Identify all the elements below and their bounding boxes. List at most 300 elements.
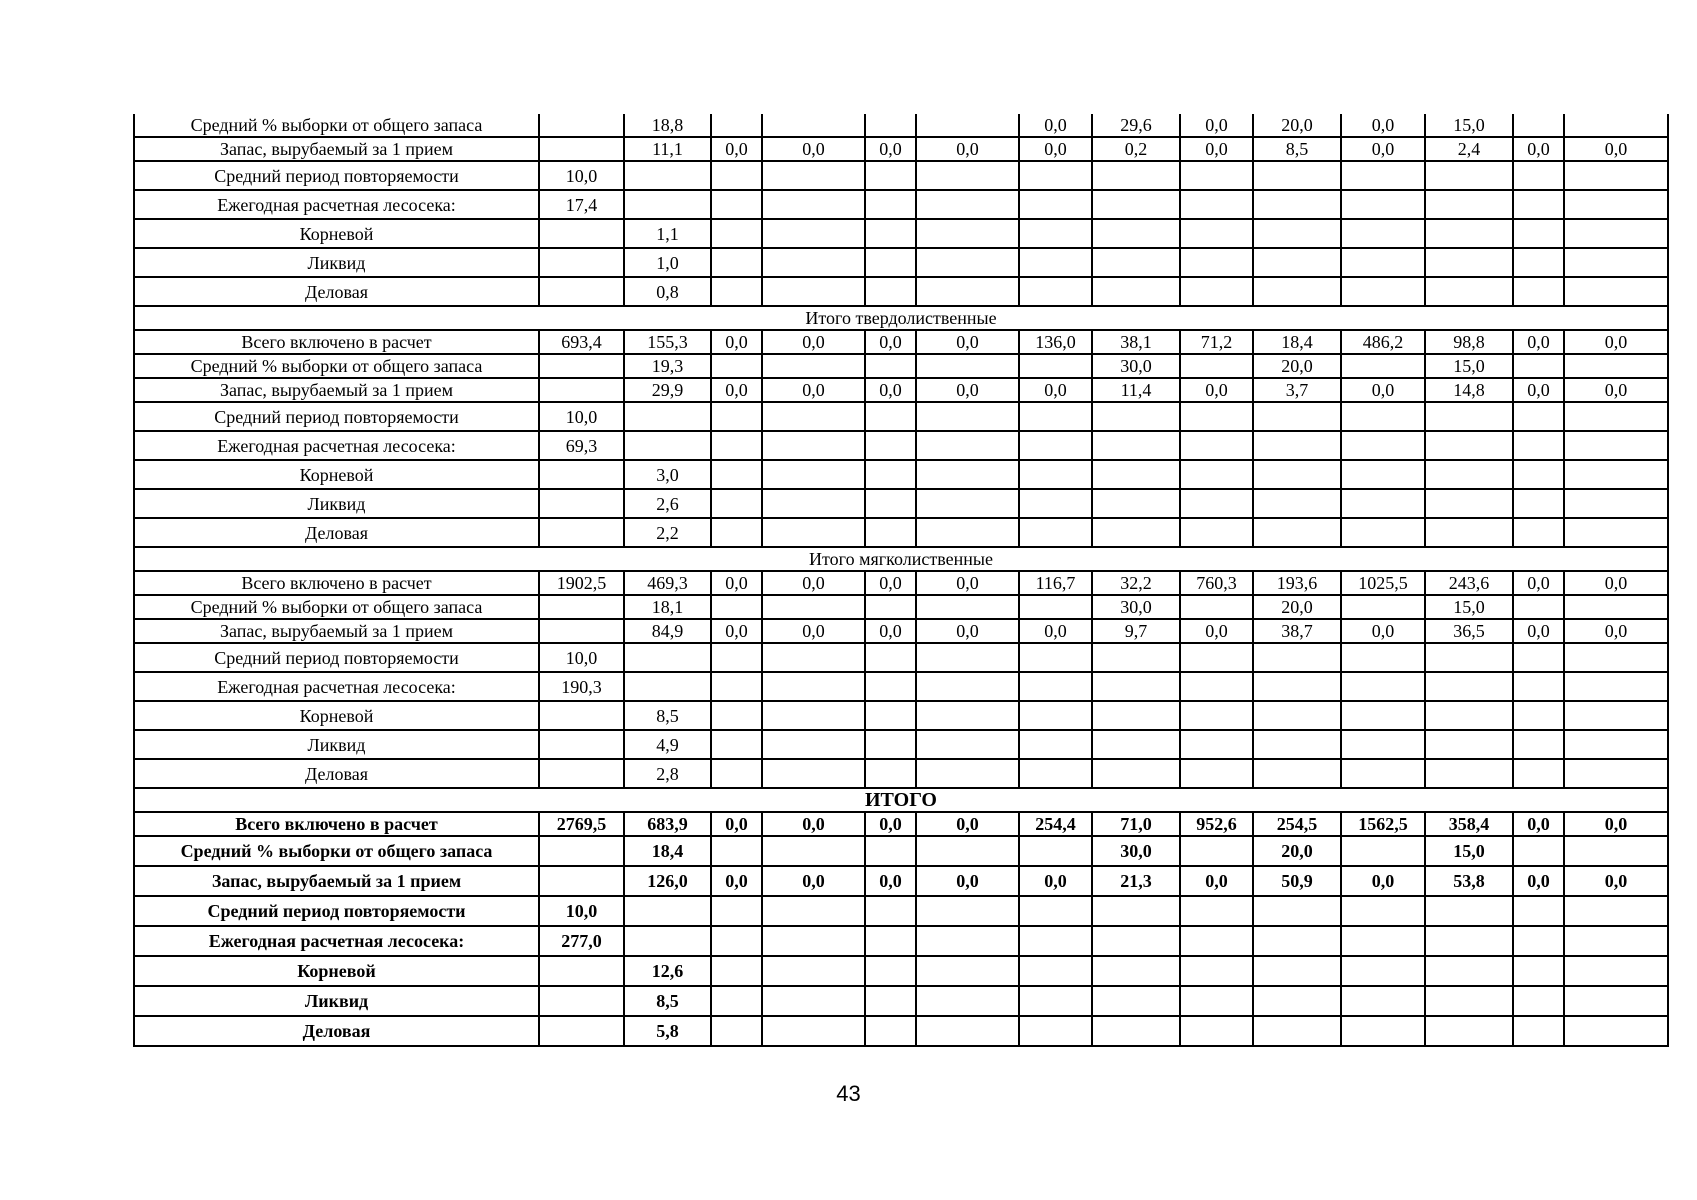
table-cell	[711, 190, 762, 219]
table-cell	[711, 730, 762, 759]
table-cell: 0,0	[1341, 378, 1425, 402]
table-cell: 53,8	[1425, 866, 1513, 896]
table-cell: 254,4	[1019, 812, 1092, 836]
table-cell	[916, 595, 1019, 619]
table-cell	[916, 730, 1019, 759]
table-cell	[865, 759, 916, 788]
table-cell: 0,0	[1564, 137, 1668, 161]
table-row	[134, 956, 1668, 986]
table-cell	[762, 672, 865, 701]
table-cell	[1092, 643, 1180, 672]
table-cell	[711, 161, 762, 190]
table-cell	[1253, 926, 1341, 956]
table-cell	[539, 137, 624, 161]
table-cell	[916, 114, 1019, 137]
table-cell: 20,0	[1253, 114, 1341, 137]
table-cell	[762, 114, 865, 137]
table-cell: 2,2	[624, 518, 711, 547]
table-cell	[865, 402, 916, 431]
table-cell	[1425, 489, 1513, 518]
table-cell	[1513, 277, 1564, 306]
section-title: Итого мягколиственные	[134, 547, 1668, 571]
table-cell: 15,0	[1425, 114, 1513, 137]
table-cell: 0,0	[1564, 378, 1668, 402]
table-cell	[1425, 402, 1513, 431]
table-cell	[1564, 643, 1668, 672]
table-cell	[762, 1016, 865, 1046]
table-cell	[539, 701, 624, 730]
table-cell	[1341, 672, 1425, 701]
table-cell	[916, 219, 1019, 248]
table-cell	[1253, 460, 1341, 489]
table-cell: 1902,5	[539, 571, 624, 595]
table-cell: 15,0	[1425, 595, 1513, 619]
table-cell: 21,3	[1092, 866, 1180, 896]
table-cell	[1180, 248, 1253, 277]
table-cell	[539, 489, 624, 518]
table-cell	[1092, 956, 1180, 986]
table-cell: 2,6	[624, 489, 711, 518]
table-cell: 0,0	[711, 812, 762, 836]
table-cell	[1564, 926, 1668, 956]
table-cell	[1513, 896, 1564, 926]
table-cell	[1564, 956, 1668, 986]
table-cell: 190,3	[539, 672, 624, 701]
table-cell: 0,0	[711, 866, 762, 896]
table-row	[134, 672, 1668, 701]
table-row	[134, 489, 1668, 518]
table-cell	[762, 248, 865, 277]
table-cell	[1180, 489, 1253, 518]
table-row	[134, 431, 1668, 460]
table-cell	[916, 926, 1019, 956]
section-header-row	[134, 788, 1668, 812]
table-cell: 10,0	[539, 643, 624, 672]
table-cell	[1513, 986, 1564, 1016]
table-cell	[1513, 730, 1564, 759]
row-label: Корневой	[134, 956, 539, 986]
table-cell	[539, 986, 624, 1016]
table-cell	[1180, 190, 1253, 219]
table-cell: 952,6	[1180, 812, 1253, 836]
table-cell	[1513, 219, 1564, 248]
table-cell	[762, 986, 865, 1016]
table-cell: 10,0	[539, 896, 624, 926]
table-cell	[1019, 896, 1092, 926]
table-cell	[1180, 354, 1253, 378]
table-cell: 0,0	[711, 330, 762, 354]
table-cell	[1513, 759, 1564, 788]
table-cell: 0,0	[1513, 137, 1564, 161]
table-cell	[916, 460, 1019, 489]
table-cell: 30,0	[1092, 354, 1180, 378]
table-cell	[1092, 219, 1180, 248]
table-cell	[539, 248, 624, 277]
table-cell	[711, 643, 762, 672]
table-row	[134, 986, 1668, 1016]
table-cell	[1253, 190, 1341, 219]
table-cell: 4,9	[624, 730, 711, 759]
table-cell	[624, 643, 711, 672]
table-cell	[539, 595, 624, 619]
table-cell	[1180, 518, 1253, 547]
table-cell	[865, 354, 916, 378]
table-cell: 254,5	[1253, 812, 1341, 836]
table-cell	[865, 956, 916, 986]
table-cell	[1425, 219, 1513, 248]
table-cell: 1562,5	[1341, 812, 1425, 836]
table-cell	[539, 277, 624, 306]
table-row	[134, 137, 1668, 161]
table-cell	[1564, 986, 1668, 1016]
table-cell: 20,0	[1253, 354, 1341, 378]
page-number: 43	[836, 1081, 861, 1106]
table-row	[134, 161, 1668, 190]
table-cell	[1019, 956, 1092, 986]
table-cell: 0,0	[1513, 812, 1564, 836]
table-cell: 71,0	[1092, 812, 1180, 836]
table-cell	[865, 836, 916, 866]
table-cell	[762, 896, 865, 926]
table-cell	[1564, 730, 1668, 759]
table-cell	[1425, 190, 1513, 219]
table-cell	[1564, 836, 1668, 866]
table-row	[134, 190, 1668, 219]
table-cell	[1253, 956, 1341, 986]
table-cell	[1019, 431, 1092, 460]
row-label: Средний % выборки от общего запаса	[134, 836, 539, 866]
table-cell	[1564, 248, 1668, 277]
table-cell	[1253, 489, 1341, 518]
table-cell	[1425, 672, 1513, 701]
table-cell	[1341, 926, 1425, 956]
table-cell	[865, 643, 916, 672]
table-row	[134, 330, 1668, 354]
table-cell: 155,3	[624, 330, 711, 354]
table-cell	[1019, 1016, 1092, 1046]
table-cell	[916, 248, 1019, 277]
table-cell	[1513, 489, 1564, 518]
table-cell	[711, 354, 762, 378]
table-cell	[916, 161, 1019, 190]
table-cell: 1,1	[624, 219, 711, 248]
row-label: Деловая	[134, 759, 539, 788]
table-cell: 18,1	[624, 595, 711, 619]
table-cell: 38,7	[1253, 619, 1341, 643]
table-cell	[1341, 836, 1425, 866]
table-row	[134, 595, 1668, 619]
table-cell	[1180, 701, 1253, 730]
row-label: Запас, вырубаемый за 1 прием	[134, 137, 539, 161]
section-title: ИТОГО	[134, 788, 1668, 812]
table-cell	[711, 114, 762, 137]
table-row	[134, 248, 1668, 277]
row-label: Всего включено в расчет	[134, 812, 539, 836]
table-cell: 0,0	[865, 571, 916, 595]
row-label: Деловая	[134, 277, 539, 306]
table-cell	[1180, 277, 1253, 306]
table-cell	[1019, 248, 1092, 277]
table-cell	[539, 956, 624, 986]
table-cell	[1341, 518, 1425, 547]
table-cell	[1019, 354, 1092, 378]
table-cell	[1513, 595, 1564, 619]
table-cell	[1513, 701, 1564, 730]
table-cell	[1019, 759, 1092, 788]
table-cell	[865, 460, 916, 489]
table-cell: 0,0	[1180, 137, 1253, 161]
table-cell: 0,0	[1019, 866, 1092, 896]
table-cell	[1092, 489, 1180, 518]
table-cell	[1425, 986, 1513, 1016]
table-cell	[762, 956, 865, 986]
table-cell: 84,9	[624, 619, 711, 643]
table-cell	[711, 595, 762, 619]
table-cell	[1564, 460, 1668, 489]
table-row	[134, 812, 1668, 836]
table-cell: 0,0	[916, 619, 1019, 643]
table-cell	[1513, 672, 1564, 701]
table-cell	[1341, 701, 1425, 730]
table-cell	[539, 1016, 624, 1046]
table-cell	[1513, 460, 1564, 489]
table-cell	[1180, 730, 1253, 759]
table-cell	[762, 701, 865, 730]
table-cell	[1425, 277, 1513, 306]
forest-table-sheet	[133, 114, 1667, 1047]
table-cell	[624, 431, 711, 460]
table-cell	[711, 219, 762, 248]
table-row	[134, 759, 1668, 788]
table-row	[134, 701, 1668, 730]
table-cell: 0,0	[762, 812, 865, 836]
table-cell	[711, 926, 762, 956]
section-header-row	[134, 547, 1668, 571]
table-cell: 9,7	[1092, 619, 1180, 643]
table-row	[134, 926, 1668, 956]
table-cell	[711, 402, 762, 431]
table-cell: 0,0	[1019, 378, 1092, 402]
table-cell	[1180, 460, 1253, 489]
table-cell	[1019, 701, 1092, 730]
table-cell	[865, 1016, 916, 1046]
table-cell: 0,0	[762, 378, 865, 402]
table-row	[134, 114, 1668, 137]
table-cell	[624, 926, 711, 956]
table-cell	[1180, 431, 1253, 460]
table-cell	[916, 643, 1019, 672]
table-cell	[916, 956, 1019, 986]
table-cell: 126,0	[624, 866, 711, 896]
table-cell	[1564, 219, 1668, 248]
table-cell	[1564, 489, 1668, 518]
table-cell: 0,0	[1341, 137, 1425, 161]
table-cell: 0,0	[762, 137, 865, 161]
row-label: Средний % выборки от общего запаса	[134, 354, 539, 378]
row-label: Всего включено в расчет	[134, 330, 539, 354]
table-cell	[762, 836, 865, 866]
table-cell	[1341, 730, 1425, 759]
table-cell: 12,6	[624, 956, 711, 986]
table-cell	[916, 986, 1019, 1016]
table-cell	[1425, 161, 1513, 190]
table-cell: 0,0	[711, 137, 762, 161]
table-cell: 0,0	[916, 571, 1019, 595]
table-cell	[916, 190, 1019, 219]
table-cell	[1092, 759, 1180, 788]
table-cell	[1253, 248, 1341, 277]
table-cell: 15,0	[1425, 354, 1513, 378]
table-cell	[1092, 986, 1180, 1016]
table-cell	[1564, 277, 1668, 306]
table-cell: 0,0	[1341, 866, 1425, 896]
table-cell: 0,0	[1019, 137, 1092, 161]
table-row	[134, 866, 1668, 896]
table-cell: 0,0	[1513, 571, 1564, 595]
table-cell	[916, 518, 1019, 547]
table-cell	[1513, 643, 1564, 672]
row-label: Деловая	[134, 518, 539, 547]
row-label: Ликвид	[134, 489, 539, 518]
row-label: Деловая	[134, 1016, 539, 1046]
table-cell: 29,9	[624, 378, 711, 402]
table-cell	[1180, 219, 1253, 248]
table-cell	[865, 701, 916, 730]
row-label: Корневой	[134, 460, 539, 489]
table-cell	[1425, 643, 1513, 672]
table-cell	[1341, 431, 1425, 460]
table-cell	[1564, 1016, 1668, 1046]
table-cell	[865, 161, 916, 190]
table-cell: 2,8	[624, 759, 711, 788]
table-cell	[762, 431, 865, 460]
row-label: Ликвид	[134, 248, 539, 277]
table-cell: 0,0	[1180, 619, 1253, 643]
row-label: Средний период повторяемости	[134, 402, 539, 431]
table-cell: 0,0	[865, 812, 916, 836]
table-cell	[1092, 277, 1180, 306]
table-cell	[865, 896, 916, 926]
table-cell	[1513, 926, 1564, 956]
table-cell: 19,3	[624, 354, 711, 378]
table-row	[134, 571, 1668, 595]
table-cell: 11,4	[1092, 378, 1180, 402]
table-cell	[1513, 354, 1564, 378]
table-cell: 0,0	[916, 378, 1019, 402]
table-cell	[865, 248, 916, 277]
table-cell	[865, 926, 916, 956]
table-cell: 2769,5	[539, 812, 624, 836]
table-cell	[762, 402, 865, 431]
section-header-row	[134, 306, 1668, 330]
table-cell	[1019, 730, 1092, 759]
table-cell	[1019, 595, 1092, 619]
table-cell: 0,0	[1341, 619, 1425, 643]
row-label: Ликвид	[134, 730, 539, 759]
table-cell	[1253, 759, 1341, 788]
table-cell: 0,0	[1564, 866, 1668, 896]
table-row	[134, 643, 1668, 672]
table-cell: 469,3	[624, 571, 711, 595]
table-cell: 0,8	[624, 277, 711, 306]
table-cell	[539, 619, 624, 643]
table-cell	[1513, 1016, 1564, 1046]
table-cell	[916, 402, 1019, 431]
table-cell	[711, 248, 762, 277]
table-cell	[1513, 956, 1564, 986]
table-cell	[1425, 1016, 1513, 1046]
table-cell	[1341, 248, 1425, 277]
table-cell: 0,0	[1341, 114, 1425, 137]
table-cell	[1513, 190, 1564, 219]
table-cell	[711, 277, 762, 306]
table-row	[134, 219, 1668, 248]
felling-calculation-table	[133, 114, 1669, 1047]
table-cell: 0,0	[865, 137, 916, 161]
table-cell	[711, 672, 762, 701]
table-cell	[1564, 896, 1668, 926]
table-cell	[711, 986, 762, 1016]
table-cell: 0,0	[711, 619, 762, 643]
table-cell	[539, 460, 624, 489]
table-cell: 0,0	[865, 619, 916, 643]
table-cell: 0,0	[762, 330, 865, 354]
table-cell	[1564, 114, 1668, 137]
table-row	[134, 378, 1668, 402]
table-cell	[762, 518, 865, 547]
table-cell	[1180, 595, 1253, 619]
table-cell	[1253, 402, 1341, 431]
row-label: Средний период повторяемости	[134, 161, 539, 190]
row-label: Ежегодная расчетная лесосека:	[134, 672, 539, 701]
table-cell	[1341, 161, 1425, 190]
table-cell	[711, 431, 762, 460]
table-cell	[1019, 277, 1092, 306]
table-cell	[762, 730, 865, 759]
table-cell: 0,0	[865, 378, 916, 402]
table-cell	[1019, 219, 1092, 248]
table-cell: 0,0	[865, 866, 916, 896]
table-cell	[1019, 161, 1092, 190]
table-cell	[865, 730, 916, 759]
table-cell: 0,0	[711, 571, 762, 595]
table-cell: 277,0	[539, 926, 624, 956]
table-cell	[1513, 402, 1564, 431]
table-cell	[1564, 402, 1668, 431]
table-cell	[1253, 518, 1341, 547]
table-cell: 0,0	[1564, 812, 1668, 836]
row-label: Корневой	[134, 701, 539, 730]
table-cell: 5,8	[624, 1016, 711, 1046]
table-cell	[1253, 431, 1341, 460]
table-cell	[1513, 518, 1564, 547]
table-cell	[1341, 354, 1425, 378]
table-cell	[1253, 1016, 1341, 1046]
table-cell: 18,4	[624, 836, 711, 866]
table-cell	[1092, 460, 1180, 489]
table-cell	[762, 277, 865, 306]
table-cell: 0,0	[1019, 619, 1092, 643]
table-cell	[1092, 896, 1180, 926]
table-body	[134, 114, 1668, 1046]
table-cell	[1564, 354, 1668, 378]
table-cell	[624, 672, 711, 701]
table-cell	[1253, 986, 1341, 1016]
table-cell	[1180, 1016, 1253, 1046]
table-cell	[711, 518, 762, 547]
table-cell: 0,0	[1019, 114, 1092, 137]
table-cell: 10,0	[539, 161, 624, 190]
